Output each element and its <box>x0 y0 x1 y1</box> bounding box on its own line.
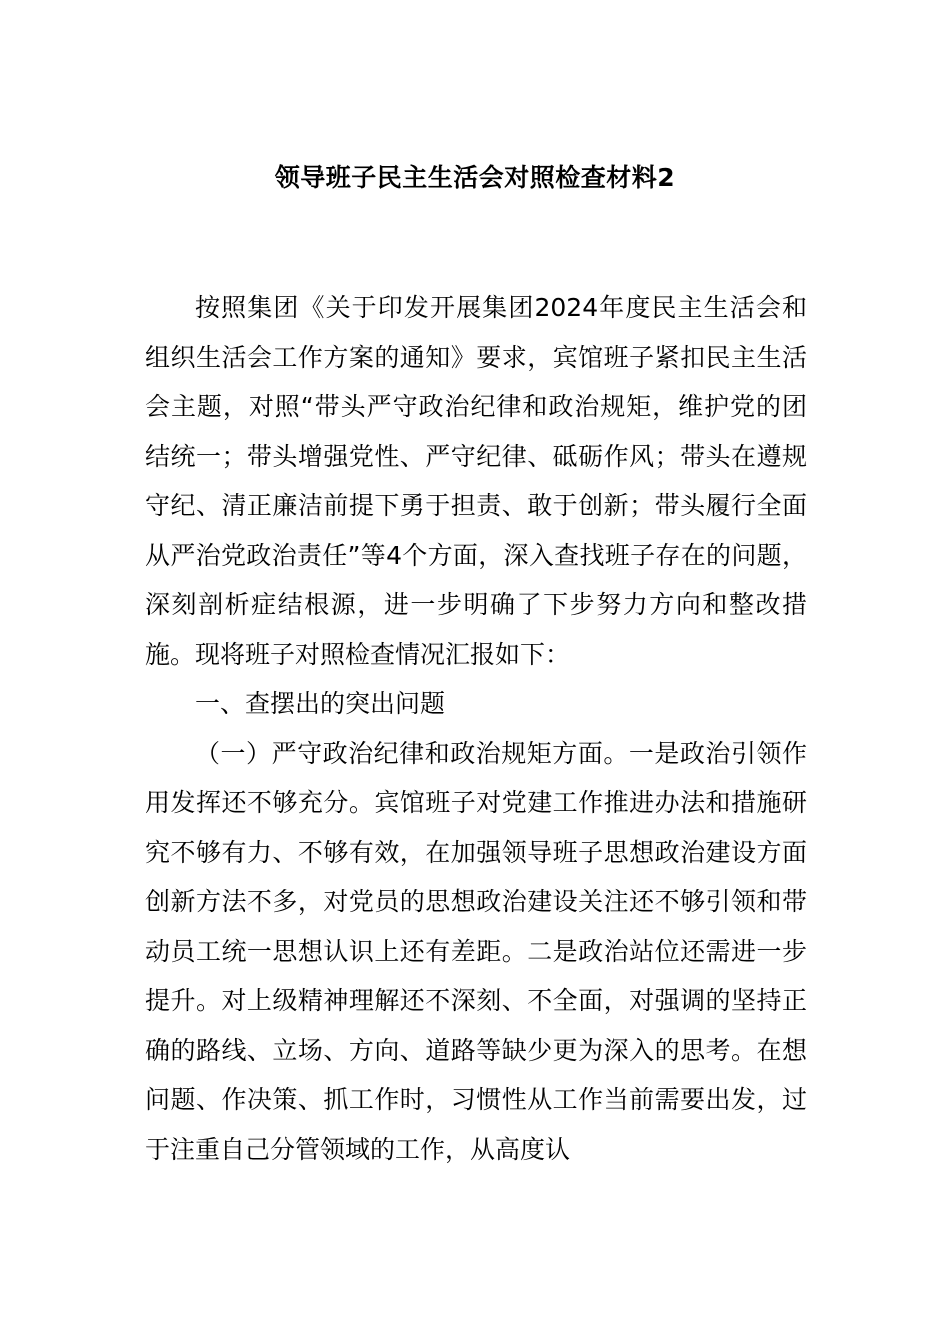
section-heading: 一、查摆出的突出问题 <box>195 689 446 718</box>
document-title: 领导班子民主生活会对照检查材料2 <box>274 163 676 192</box>
subsection-paragraph: （一）严守政治纪律和政治规矩方面。一是政治引领作用发挥还不够充分。宾馆班子对党建工作推进办法和措施研究不够有力、不够有效，在加强领导班子思想政治建设方面创新方法不多，对党员的思想政治建设关注还不够引领和带动员工统一思想认识上还有差距。二是政治站位还需进一步提升。对上级精神理解还不深刻、不全面，对强调的坚持正确的路线、立场、方向、道路等缺少更为深入的思考。在想问题、作决策、抓工作时，习惯性从工作当前需要出发，过于注重自己分管领域的工作，从高度认 <box>145 738 807 1164</box>
document-body <box>145 283 807 1174</box>
intro-paragraph: 按照集团《关于印发开展集团2024年度民主生活会和组织生活会工作方案的通知》要求，宾馆班子紧扣民主生活会主题，对照“带头严守政治纪律和政治规矩，维护党的团结统一；带头增强党性、严守纪律、砥砺作风；带头在遵规守纪、清正廉洁前提下勇于担责、敢于创新；带头履行全面从严治党政治责任”等4个方面，深入查找班子存在的问题，深刻剖析症结根源，进一步明确了下步努力方向和整改措施。现将班子对照检查情况汇报如下： <box>145 293 807 669</box>
